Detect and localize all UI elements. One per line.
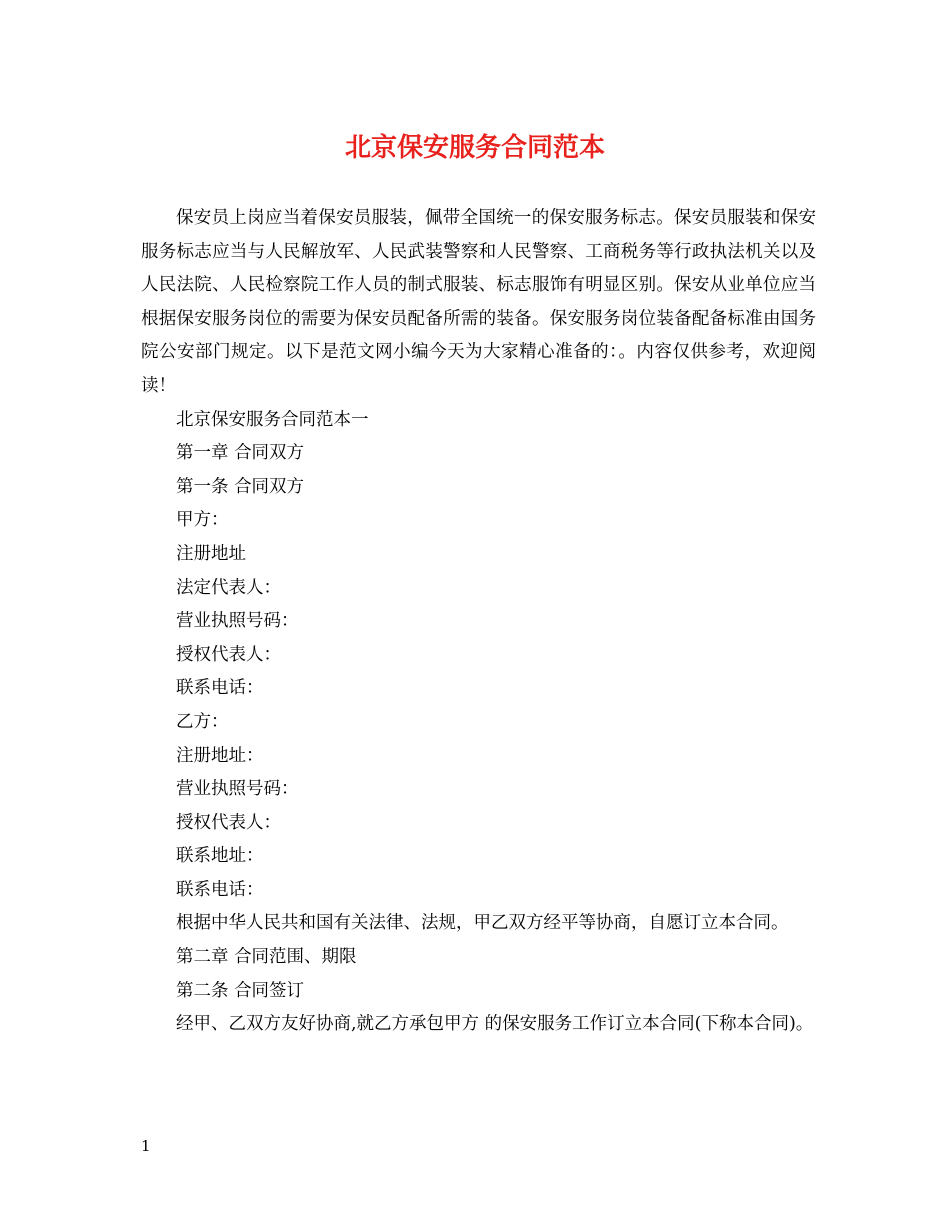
page-number: 1 (141, 1137, 151, 1155)
document-body (141, 202, 816, 1042)
party-a-label: 甲方： (176, 510, 229, 531)
party-a-address-field: 注册地址 (176, 543, 246, 564)
legal-basis-statement: 根据中华人民共和国有关法律、法规，甲乙双方经平等协商，自愿订立本合同。 (176, 913, 789, 934)
chapter-heading: 第一章 合同双方 (176, 443, 305, 464)
party-b-phone-field: 联系电话： (176, 879, 264, 900)
section-heading: 北京保安服务合同范本一 (176, 409, 369, 430)
document-title: 北京保安服务合同范本 (344, 133, 605, 163)
party-a-authorized-rep-field: 授权代表人： (176, 644, 281, 665)
party-a-legal-rep-field: 法定代表人： (176, 577, 281, 598)
chapter-two-heading: 第二章 合同范围、期限 (176, 947, 357, 968)
party-b-label: 乙方： (176, 711, 229, 732)
party-b-contact-address-field: 联系地址： (176, 846, 264, 867)
party-a-phone-field: 联系电话： (176, 678, 264, 699)
party-a-license-field: 营业执照号码： (176, 611, 299, 632)
intro-paragraph: 保安员上岗应当着保安员服装，佩带全国统一的保安服务标志。保安员服装和保安服务标志应当与人民解放军、人民武装警察和人民警察、工商税务等行政执法机关以及人民法院、人民检察院工作人员的制式服装、标志服饰有明显区别。保安从业单位应当根据保安服务岗位的需要为保安员配备所需的装备。保安服务岗位装备配备标准由国务院公安部门规定。以下是范文网小编今天为大家精心准备的：。内容仅供参考，欢迎阅读！ (141, 208, 816, 396)
article-heading: 第一条 合同双方 (176, 476, 305, 497)
article-two-heading: 第二条 合同签订 (176, 980, 305, 1001)
contract-lines (141, 404, 816, 1009)
party-b-license-field: 营业执照号码： (176, 779, 299, 800)
party-b-address-field: 注册地址： (176, 745, 264, 766)
contract-signing-paragraph: 经甲、乙双方友好协商,就乙方承包甲方 的保安服务工作订立本合同(下称本合同)。 (176, 1014, 814, 1035)
party-b-authorized-rep-field: 授权代表人： (176, 812, 281, 833)
